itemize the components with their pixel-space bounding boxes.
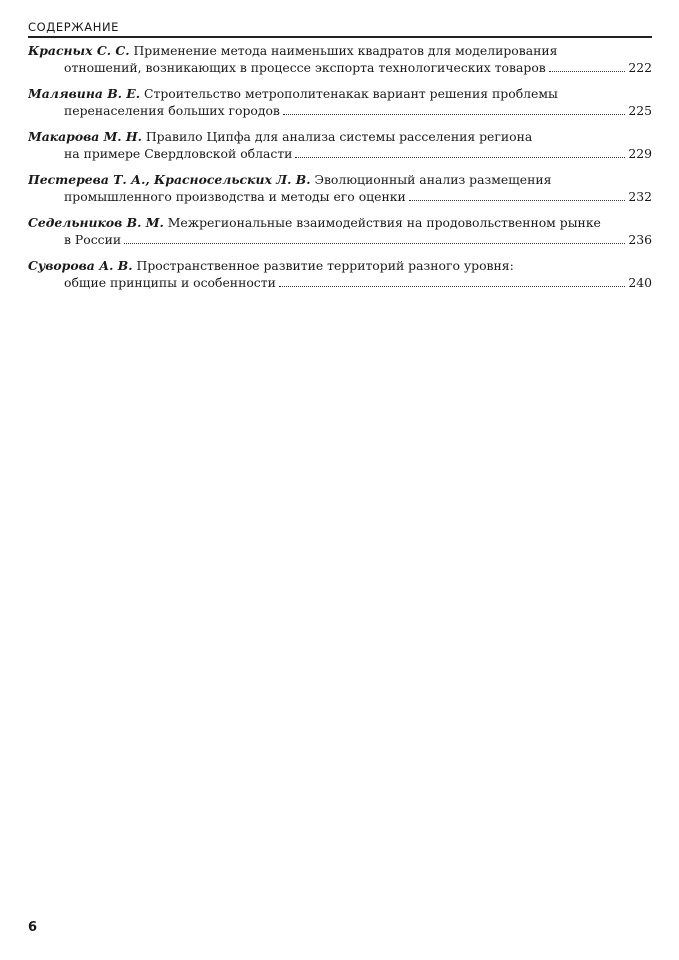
toc-entry: [28, 214, 652, 248]
toc-author: Малявина В. Е.: [28, 86, 141, 101]
toc-author: Макарова М. Н.: [28, 129, 142, 144]
table-of-contents: [28, 42, 652, 300]
toc-entry: [28, 42, 652, 76]
toc-entry: [28, 257, 652, 291]
toc-title: Строительство метрополитенакак вариант решения проблемы: [140, 86, 558, 101]
toc-author: Пестерева Т. А., Красносельских Л. В.: [28, 172, 311, 187]
dot-leader: [124, 231, 625, 244]
toc-title: Межрегиональные взаимодействия на продовольственном рынке: [163, 215, 601, 230]
toc-entry: [28, 171, 652, 205]
toc-author: Суворова А. В.: [28, 258, 133, 273]
toc-title-continued: в России: [64, 232, 122, 247]
dot-leader: [279, 274, 626, 287]
toc-page-number: 229: [628, 146, 652, 161]
toc-title-continued: перенаселения больших городов: [64, 103, 280, 118]
toc-author: Седельников В. М.: [28, 215, 164, 230]
toc-title-continued: промышленного производства и методы его оценки: [64, 189, 406, 204]
header-rule: [28, 36, 652, 38]
dot-leader: [409, 188, 626, 201]
toc-title: Применение метода наименьших квадратов для моделирования: [129, 43, 558, 58]
toc-page-number: 236: [628, 232, 652, 247]
toc-page-number: 240: [628, 275, 652, 290]
toc-page-number: 222: [628, 60, 652, 75]
toc-title-continued: общие принципы и особенности: [64, 275, 276, 290]
dot-leader: [283, 102, 625, 115]
toc-title-continued: на примере Свердловской области: [64, 146, 293, 161]
dot-leader: [295, 145, 625, 158]
running-head: СОДЕРЖАНИЕ: [28, 20, 120, 34]
toc-page-number: 225: [628, 103, 652, 118]
toc-title: Правило Ципфа для анализа системы расселения региона: [141, 129, 533, 144]
toc-title-continued: отношений, возникающих в процессе экспорта технологических товаров: [64, 60, 546, 75]
dot-leader: [549, 59, 626, 72]
page-number: 6: [28, 920, 38, 935]
toc-page-number: 232: [628, 189, 652, 204]
toc-author: Красных С. С.: [28, 43, 130, 58]
toc-title: Пространственное развитие территорий разного уровня:: [132, 258, 514, 273]
toc-title: Эволюционный анализ размещения: [310, 172, 552, 187]
toc-entry: [28, 128, 652, 162]
toc-entry: [28, 85, 652, 119]
